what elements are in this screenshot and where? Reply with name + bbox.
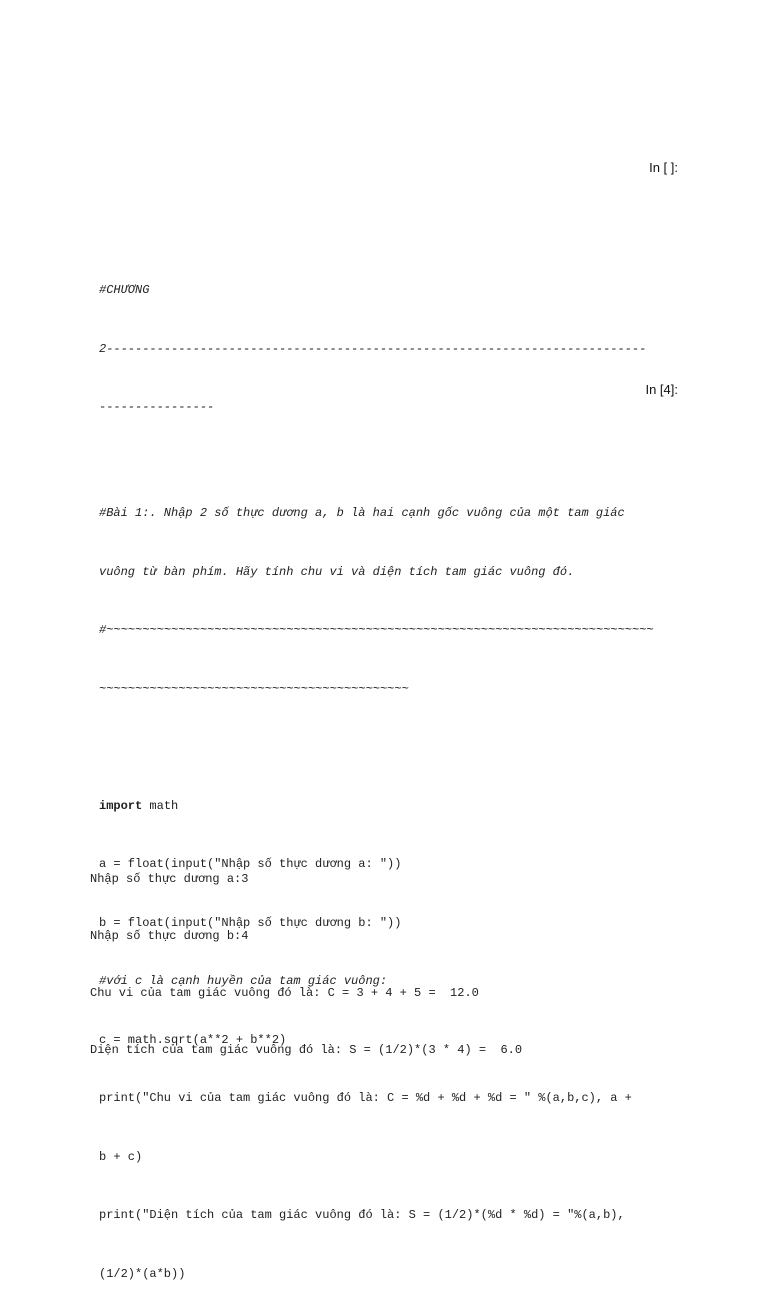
code-line	[99, 797, 654, 817]
code-line: #CHƯƠNG	[99, 283, 150, 297]
code-line: c = math.sqrt(a**2 + b**2)	[99, 1032, 287, 1047]
code-line: vuông từ bàn phím. Hãy tính chu vi và diện tích tam giác vuông đó.	[99, 564, 575, 579]
code-line: print("Chu vi của tam giác vuông đó là: C = %d + %d + %d = " %(a,b,c), a +	[99, 1091, 632, 1105]
code-line: a = float(input("Nhập số thực dương a: "))	[99, 857, 402, 871]
code-line: 2---------------------------------------------------------------------------	[99, 341, 647, 356]
code-line: #Bài 1:. Nhập 2 số thực dương a, b là hai cạnh gốc vuông của một tam giác	[99, 506, 625, 520]
code-line: #~~~~~~~~~~~~~~~~~~~~~~~~~~~~~~~~~~~~~~~~~~~~~~~~~~~~~~~~~~~~~~~~~~~~~~~~~~~~	[99, 623, 654, 637]
cell-2-prompt: In [4]:	[645, 382, 678, 397]
code-line: (1/2)*(a*b))	[99, 1266, 186, 1281]
code-line: ----------------	[99, 400, 215, 414]
import-keyword: import	[99, 798, 143, 813]
output-line: Diện tích của tam giác vuông đó là: S = (1/2)*(3 * 4) = 6.0	[90, 1043, 523, 1057]
code-line: b + c)	[99, 1149, 143, 1164]
import-module: math	[142, 798, 179, 813]
code-line: b = float(input("Nhập số thực dương b: "))	[99, 915, 402, 930]
code-line: #với c là cạnh huyền của tam giác vuông:	[99, 974, 388, 988]
output-line: Nhập số thực dương b:4	[90, 929, 249, 943]
code-line: ~~~~~~~~~~~~~~~~~~~~~~~~~~~~~~~~~~~~~~~~~~~	[99, 681, 409, 696]
cell-1-code[interactable]	[99, 242, 646, 437]
code-line: print("Diện tích của tam giác vuông đó là: S = (1/2)*(%d * %d) = "%(a,b),	[99, 1208, 625, 1222]
cell-2-output	[90, 832, 522, 1079]
output-line: Chu vi của tam giác vuông đó là: C = 3 + 4 + 5 = 12.0	[90, 986, 479, 1000]
cell-1-prompt: In [ ]:	[649, 160, 678, 175]
output-line: Nhập số thực dương a:3	[90, 872, 249, 886]
code-line	[99, 738, 654, 758]
